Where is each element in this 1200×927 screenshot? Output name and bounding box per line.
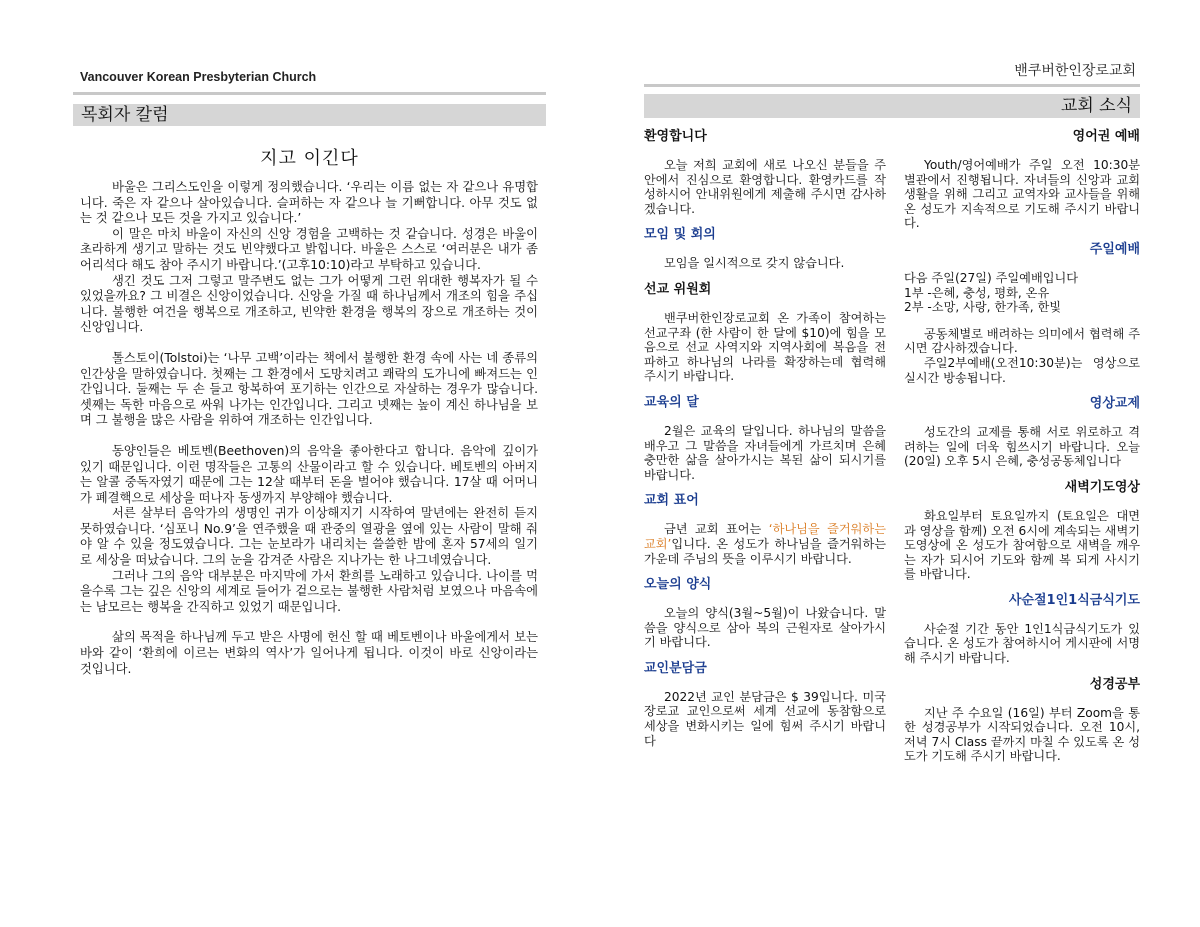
section-title-pastor-column: 목회자 칼럼 (73, 104, 546, 126)
article-paragraph: 이 말은 마치 바울이 자신의 신앙 경험을 고백하는 것 같습니다. 성경은 바울이 초라하게 생기고 말하는 것도 빈약했다고 밝힙니다. 바울은 스스로 ‘여러분은 내가 좀 어리석다 해도 참아 주시기 바랍니다.’(고후10:10)라고 부탁하고 있습니다. (80, 226, 538, 272)
news-column-right (904, 128, 1140, 774)
news-text: 화요일부터 토요일까지 (토요일은 대면과 영상을 함께) 오전 6시에 계속되는 새벽기도영상에 온 성도가 참여함으로 새벽을 깨우는 자가 되시어 기도와 함께 복 되게 사시기를 바랍니다. (904, 508, 1140, 582)
news-text: 2부 -소망, 사랑, 한가족, 한빛 (904, 300, 1062, 315)
news-text: 오늘 저희 교회에 새로 나오신 분들을 주 안에서 진심으로 환영합니다. 환영카드를 작성하시어 안내위원에게 제출해 주시면 감사하겠습니다. (644, 158, 886, 216)
motto-pre: 금년 교회 표어는 (664, 522, 769, 537)
news-heading: 주일예배 (1089, 241, 1140, 257)
news-text: 오늘의 양식(3월~5월)이 나왔습니다. 말씀을 양식으로 삼아 복의 근원자로 살아가시기 바랍니다. (644, 606, 886, 650)
news-text: 1부 -은혜, 충성, 평화, 온유 (904, 285, 1050, 300)
section-title-church-news: 교회 소식 (644, 94, 1140, 118)
news-column-left (644, 128, 886, 758)
news-daily-bread (644, 576, 886, 650)
article-paragraph: 톨스토이(Tolstoi)는 ‘나무 고백’이라는 책에서 불행한 환경 속에 사는 네 종류의 인간상을 말하였습니다. 첫째는 그 환경에서 도망치려고 쾌락의 도가니에 빠져드는 인간입니다. 둘째는 두 손 들고 항복하여 포기하는 인간으로 자살하는 경우가 많습니다. 셋째는 독한 마음으로 싸워 나가는 인간입니다. 그리고 넷째는 높이 계신 하나님을 보며 그 불행을 많은 사람을 위하여 개조하는 인간입니다. (80, 350, 538, 428)
article-paragraph: 생긴 것도 그저 그렇고 말주변도 없는 그가 어떻게 그런 위대한 행복자가 될 수 있었을까요? 그 비결은 신앙이었습니다. 신앙을 가질 때 하나님께서 개조의 힘을 주십니다. 불행한 여건을 행복으로 개조하고, 빈약한 환경을 행복의 장으로 개조하는 것이 신앙입니다. (80, 273, 538, 335)
news-text: 모임을 일시적으로 갖지 않습니다. (664, 256, 845, 271)
article-paragraph: 동양인들은 베토벤(Beethoven)의 음악을 좋아한다고 합니다. 음악에 깊이가 있기 때문입니다. 이런 명작들은 고통의 산물이라고 할 수 있습니다. 베토벤의 아버지는 알콜 중독자였기 때문에 그는 12살 때부터 돈을 벌어야 했습니다. 17살 때 어머니가 폐결핵으로 세상을 떠나자 동생까지 부양해야 했습니다. (80, 443, 538, 505)
article-paragraph: 삶의 목적을 하나님께 두고 받은 사명에 헌신 할 때 베토벤이나 바울에게서 보는 바와 같이 ‘환희에 이르는 변화의 역사’가 일어나게 됩니다. 이것이 바로 신앙이라는 것입니다. (80, 630, 538, 676)
news-meeting (644, 226, 886, 271)
news-heading: 오늘의 양식 (644, 577, 712, 593)
motto-highlight: ‘하나님을 즐거워하는 교회’ (644, 522, 886, 551)
news-bible-study (904, 676, 1140, 764)
news-text: 사순절 기간 동안 1인1식금식기도가 있습니다. 온 성도가 참여하시어 게시판에 서명해 주시기 바랍니다. (904, 621, 1140, 666)
news-education (644, 394, 886, 482)
news-video-fellowship (904, 395, 1140, 469)
article-paragraph: 그러나 그의 음악 대부분은 마지막에 가서 환희를 노래하고 있습니다. 나이를 먹을수록 그는 깊은 신앙의 세계로 들어가 겉으로는 불행한 사람처럼 보였으나 마음속에는 남모르는 행복을 간직하고 있었기 때문입니다. (80, 568, 538, 614)
news-text: 지난 주 수요일 (16일) 부터 Zoom을 통한 성경공부가 시작되었습니다. 오전 10시, 저녁 7시 Class 끝까지 마칠 수 있도록 온 성도가 기도해 주시기 바랍니다. (904, 705, 1140, 764)
right-page (600, 0, 1200, 927)
article-paragraph: 바울은 그리스도인을 이렇게 정의했습니다. ‘우리는 이름 없는 자 같으나 유명합니다. 죽은 자 같으나 살아있습니다. 슬퍼하는 자 같으나 늘 기뻐합니다. 아무 것도 없는 것 같으나 모든 것을 가지고 있습니다.’ (80, 180, 538, 226)
church-name-en: Vancouver Korean Presbyterian Church (80, 70, 317, 84)
news-text: Youth/영어예배가 주일 오전 10:30분 별관에서 진행됩니다. 자녀들의 신앙과 교회생활을 위해 그리고 교역자와 교사들을 위해 온 성도가 지속적으로 기도해 주시기 바랍니다. (904, 158, 1140, 231)
news-heading: 환영합니다 (644, 129, 707, 144)
news-heading: 영어권 예배 (1072, 129, 1140, 144)
news-heading: 영상교제 (1089, 396, 1140, 412)
news-motto (644, 492, 886, 566)
news-heading: 교인분담금 (644, 660, 707, 676)
news-dawn-prayer (904, 479, 1140, 582)
news-welcome (644, 128, 886, 216)
news-text: 2월은 교육의 달입니다. 하나님의 말씀을 배우고 그 말씀을 자녀들에게 가르치며 은혜 충만한 삶을 살아가시는 복된 삶이 되시기를 바랍니다. (644, 423, 886, 482)
article-paragraph: 서른 살부터 음악가의 생명인 귀가 이상해지기 시작하여 말년에는 완전히 듣지 못하였습니다. ‘심포니 No.9’을 연주했을 때 관중의 열광을 옆에 있는 사람이 말해 줘야 알 수 있을 정도였습니다. 그는 눈보라가 내리치는 쓸쓸한 밤에 혼자 57세의 일기로 세상을 떠났습니다. 그의 눈을 감겨준 사람은 지나가는 한 나그네였습니다. (80, 506, 538, 568)
news-text: 공동체별로 배려하는 의미에서 협력해 주시면 감사하겠습니다. (904, 326, 1140, 356)
news-text (644, 522, 886, 566)
news-text: 주일2부예배(오전10:30분)는 영상으로 실시간 방송됩니다. (904, 355, 1140, 385)
church-name-ko: 밴쿠버한인장로교회 (1014, 63, 1136, 79)
motto-post: 입니다. 온 성도가 하나님을 즐거워하는 가운데 주님의 뜻을 이루시기 바랍니다. (644, 536, 886, 566)
news-text: 다음 주일(27일) 주일예배입니다 (904, 270, 1079, 285)
news-heading: 새벽기도영상 (1064, 479, 1140, 495)
news-heading: 성경공부 (1089, 676, 1140, 692)
news-mission (644, 281, 886, 384)
news-text: 성도간의 교제를 통해 서로 위로하고 격려하는 일에 더욱 힘쓰시기 바랍니다. 오늘(20일) 오후 5시 은혜, 충성공동체입니다 (904, 425, 1140, 469)
news-heading: 선교 위원회 (644, 281, 712, 297)
news-text: 밴쿠버한인장로교회 온 가족이 참여하는 선교구좌 (한 사람이 한 달에 $10)에 힘을 모음으로 선교 사역지와 지역사회에 복음을 전파하고 하나님의 나라를 확장하는데 협력해 주시기 바랍니다. (644, 310, 886, 384)
header-rule (644, 84, 1140, 87)
news-text: 2022년 교인 분담금은 $ 39입니다. 미국장로교 교인으로써 세계 선교에 동참함으로 세상을 변화시키는 일에 힘써 주시기 바랍니다 (644, 689, 886, 748)
news-lent-fasting (904, 592, 1140, 666)
news-heading: 교회 표어 (644, 493, 699, 509)
news-heading: 사순절1인1식금식기도 (1008, 592, 1140, 608)
news-heading: 교육의 달 (644, 394, 699, 410)
news-tithe (644, 660, 886, 748)
article-body (80, 180, 538, 677)
news-heading: 모임 및 회의 (644, 227, 716, 243)
news-english-service (904, 128, 1140, 231)
article-title: 지고 이긴다 (260, 148, 359, 169)
news-sunday-service (904, 241, 1140, 385)
header-rule (73, 92, 546, 95)
